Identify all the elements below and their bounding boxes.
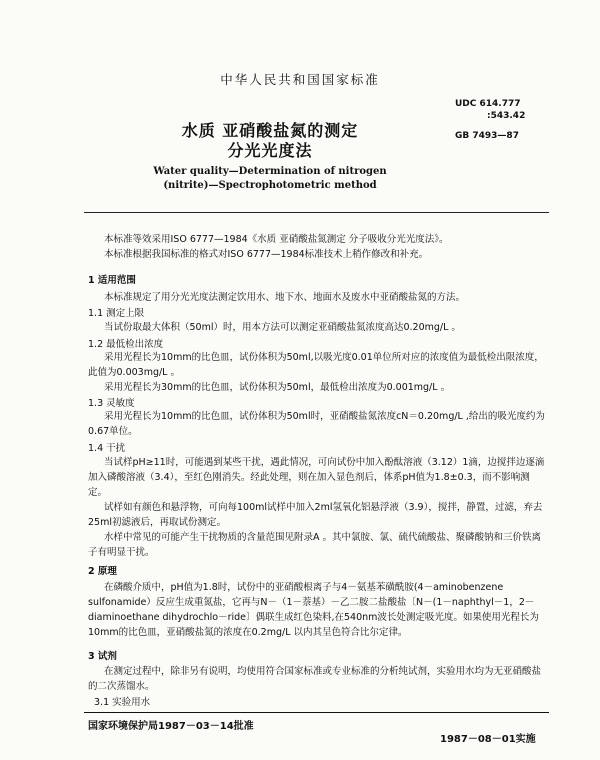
intro-paragraph-2: 本标准根据我国标准的格式对ISO 6777—1984标准技术上稍作修改和补充。 <box>104 249 429 260</box>
section-1-4-paragraph-2: 试样如有颜色和悬浮物，可向每100ml试样中加入2ml氢氧化铝悬浮液（3.9），搅拌，静置，过滤，弃去25ml初滤液后，再取试份测定。 <box>88 502 543 528</box>
section-2-heading: 2 原理 <box>88 566 117 577</box>
section-1-4-paragraph-1: 当试样pH≥11时，可能遇到某些干扰，遇此情况，可向试份中加入酚酞溶液（3.12）1滴，边搅拌边逐滴加入磷酸溶液（3.4），至红色刚消失。经此处理，则在加入显色剂后，体系pH值为1.8±0.3，而不影响测定。 <box>88 457 545 498</box>
approval-note: 国家环境保护局1987－03－14批准 <box>88 721 254 732</box>
section-3-1-heading: 3.1 实验用水 <box>94 697 151 708</box>
section-3-heading: 3 试剂 <box>88 651 117 662</box>
section-1-2-heading: 1.2 最低检出浓度 <box>88 339 164 350</box>
title-line2: 分光光度法 <box>227 141 313 160</box>
section-1-1-paragraph: 当试份取最大体积（50ml）时，用本方法可以测定亚硝酸盐氮浓度高达0.20mg/L 。 <box>104 322 461 333</box>
section-1-paragraph: 本标准规定了用分光光度法测定饮用水、地下水、地面水及废水中亚硝酸盐氮的方法。 <box>104 292 466 303</box>
section-1-heading: 1 适用范围 <box>88 275 136 286</box>
intro-paragraph-1: 本标准等效采用ISO 6777—1984《水质 亚硝酸盐氮测定 分子吸收分光光度法》。 <box>104 234 449 245</box>
header-divider <box>84 212 549 213</box>
section-1-1-heading: 1.1 测定上限 <box>88 308 145 319</box>
issuer-heading: 中华人民共和国国家标准 <box>220 72 380 87</box>
section-1-3-heading: 1.3 灵敏度 <box>88 398 135 409</box>
section-2-paragraph: 在磷酸介质中，pH值为1.8时，试份中的亚硝酸根离子与4－氨基苯磺酰胺(4－aminobenzene sulfonamide）反应生成重氮盐，它再与N－（1－萘基）－乙二胺二盐酸盐〔N－(1－naphthyl－1，2－diaminoethane dihydrochlo－ride〕偶联生成红色染料,在540nm波长处测定吸光度。如果使用光程长为10mm的比色皿，亚硝酸盐氮的浓度在0.2mg/L 以内其呈色符合比尔定律。 <box>88 582 539 638</box>
english-title-line2: (nitrite)—Spectrophotometric method <box>163 180 377 191</box>
title-line1: 水质 亚硝酸盐氮的测定 <box>181 121 359 140</box>
section-1-2-paragraph-1: 采用光程长为10mm的比色皿，试份体积为50ml,以吸光度0.01单位所对应的浓度值为最低检出限浓度，此值为0.003mg/L 。 <box>88 352 544 378</box>
footer-divider <box>84 712 549 713</box>
section-3-paragraph: 在测定过程中，除非另有说明，均使用符合国家标准或专业标准的分析纯试剂，实验用水均为无亚硝酸盐的二次蒸馏水。 <box>88 666 542 692</box>
udc-code-line1: UDC 614.777 <box>455 99 521 109</box>
section-1-4-paragraph-3: 水样中常见的可能产生干扰物质的含量范围见附录A 。其中氯胺、氯、硫代硫酸盐、聚磷酸钠和三价铁离子有明显干扰。 <box>88 532 542 558</box>
implementation-date: 1987－08－01实施 <box>440 734 536 745</box>
udc-code-line2: :543.42 <box>487 111 526 121</box>
section-1-3-paragraph: 采用光程长为10mm的比色皿，试份体积为50ml时，亚硝酸盐氮浓度cN＝0.20mg/L ,给出的吸光度约为0.67单位。 <box>88 411 545 437</box>
english-title-line1: Water quality—Determination of nitrogen <box>153 166 387 177</box>
gb-code: GB 7493—87 <box>455 131 519 141</box>
section-1-4-heading: 1.4 干扰 <box>88 443 126 454</box>
section-1-2-paragraph-2: 采用光程长为30mm的比色皿，试份体积为50ml，最低检出浓度为0.001mg/L 。 <box>104 382 451 393</box>
